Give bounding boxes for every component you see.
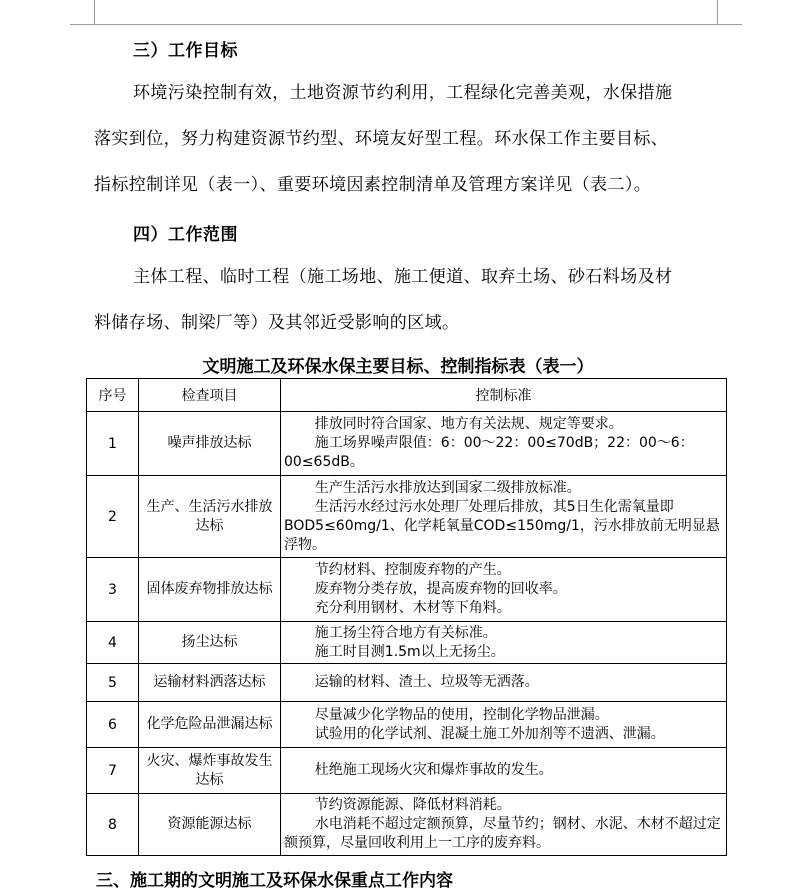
scope-paragraph-line-2: 料储存场、制梁厂等）及其邻近受影响的区域。 — [94, 313, 460, 333]
row-item: 火灾、爆炸事故发生达标 — [139, 748, 281, 794]
section-heading-goals: 三）工作目标 — [133, 41, 238, 61]
next-section-heading: 三、施工期的文明施工及环保水保重点工作内容 — [96, 871, 453, 891]
criteria-line: 生活污水经过污水处理厂处理后排放，其5日生化需氧量即BOD5≤60mg/1、化学耗氧量COD≤150mg/1，污水排放前无明显悬浮物。 — [284, 498, 720, 553]
table-row — [87, 748, 727, 794]
criteria-line: 施工扬尘符合地方有关标准。 — [314, 624, 497, 641]
row-criteria — [281, 476, 727, 558]
criteria-line: 生产生活污水排放达到国家二级排放标准。 — [314, 479, 581, 496]
row-index: 6 — [87, 702, 139, 748]
criteria-line: 水电消耗不超过定额预算，尽量节约；钢材、水泥、木材不超过定额预算，尽量回收利用上一工序的废弃料。 — [284, 816, 721, 851]
table-row — [87, 794, 727, 856]
header-criteria: 控制标准 — [281, 379, 727, 412]
criteria-line: 节约材料、控制废弃物的产生。 — [314, 562, 511, 578]
scope-paragraph-line-1: 主体工程、临时工程（施工场地、施工便道、取弃土场、砂石料场及材 — [133, 267, 673, 287]
criteria-line: 尽量减少化学物品的使用，控制化学物品泄漏。 — [314, 706, 609, 723]
criteria-line: 节约资源能源、降低材料消耗。 — [314, 797, 511, 813]
page-header-edge — [94, 0, 718, 25]
criteria-line: 杜绝施工现场火灾和爆炸事故的发生。 — [314, 762, 553, 778]
row-item: 资源能源达标 — [139, 794, 281, 856]
row-index: 2 — [87, 476, 139, 558]
criteria-line: 试验用的化学试剂、混凝土施工外加剂等不遗洒、泄漏。 — [314, 725, 665, 742]
margin-corner-right — [718, 24, 742, 25]
criteria-line: 废弃物分类存放，提高废弃物的回收率。 — [314, 581, 567, 597]
row-item: 扬尘达标 — [139, 622, 281, 664]
criteria-line: 运输的材料、渣土、垃圾等无洒落。 — [314, 674, 539, 690]
criteria-line: 施工场界噪声限值：6：00～22：00≤70dB；22：00～6：00≤65dB。 — [284, 435, 694, 470]
row-criteria — [281, 748, 727, 794]
row-criteria — [281, 558, 727, 622]
table-header-row — [87, 379, 727, 412]
row-item: 生产、生活污水排放达标 — [139, 476, 281, 558]
header-index: 序号 — [87, 379, 139, 412]
row-index: 7 — [87, 748, 139, 794]
row-criteria — [281, 794, 727, 856]
row-index: 4 — [87, 622, 139, 664]
table-row — [87, 412, 727, 476]
row-item: 运输材料洒落达标 — [139, 664, 281, 702]
row-item: 固体废弃物排放达标 — [139, 558, 281, 622]
table-row — [87, 622, 727, 664]
table-row — [87, 558, 727, 622]
table-row — [87, 702, 727, 748]
header-item: 检查项目 — [139, 379, 281, 412]
section-heading-scope: 四）工作范围 — [133, 225, 238, 245]
header-margin-mark-left — [94, 0, 95, 24]
criteria-line: 充分利用钢材、木材等下角料。 — [314, 600, 511, 616]
margin-corner-left — [70, 24, 94, 25]
table-row — [87, 664, 727, 702]
row-criteria — [281, 412, 727, 476]
header-margin-mark-right — [717, 0, 718, 24]
criteria-line: 排放同时符合国家、地方有关法规、规定等要求。 — [314, 416, 623, 432]
criteria-line: 施工时目测1.5m以上无扬尘。 — [314, 643, 505, 660]
table-row — [87, 476, 727, 558]
row-item: 化学危险品泄漏达标 — [139, 702, 281, 748]
row-criteria — [281, 622, 727, 664]
goals-paragraph-line-2: 落实到位，努力构建资源节约型、环境友好型工程。环水保工作主要目标、 — [94, 129, 669, 149]
row-index: 3 — [87, 558, 139, 622]
goals-paragraph-line-3: 指标控制详见（表一）、重要环境因素控制清单及管理方案详见（表二）。 — [94, 175, 652, 195]
row-item: 噪声排放达标 — [139, 412, 281, 476]
table-title: 文明施工及环保水保主要目标、控制指标表（表一） — [202, 357, 594, 377]
row-index: 1 — [87, 412, 139, 476]
row-index: 8 — [87, 794, 139, 856]
row-criteria — [281, 702, 727, 748]
row-index: 5 — [87, 664, 139, 702]
standards-table — [86, 378, 727, 856]
goals-paragraph-line-1: 环境污染控制有效，土地资源节约利用，工程绿化完善美观，水保措施 — [133, 83, 673, 103]
row-criteria — [281, 664, 727, 702]
